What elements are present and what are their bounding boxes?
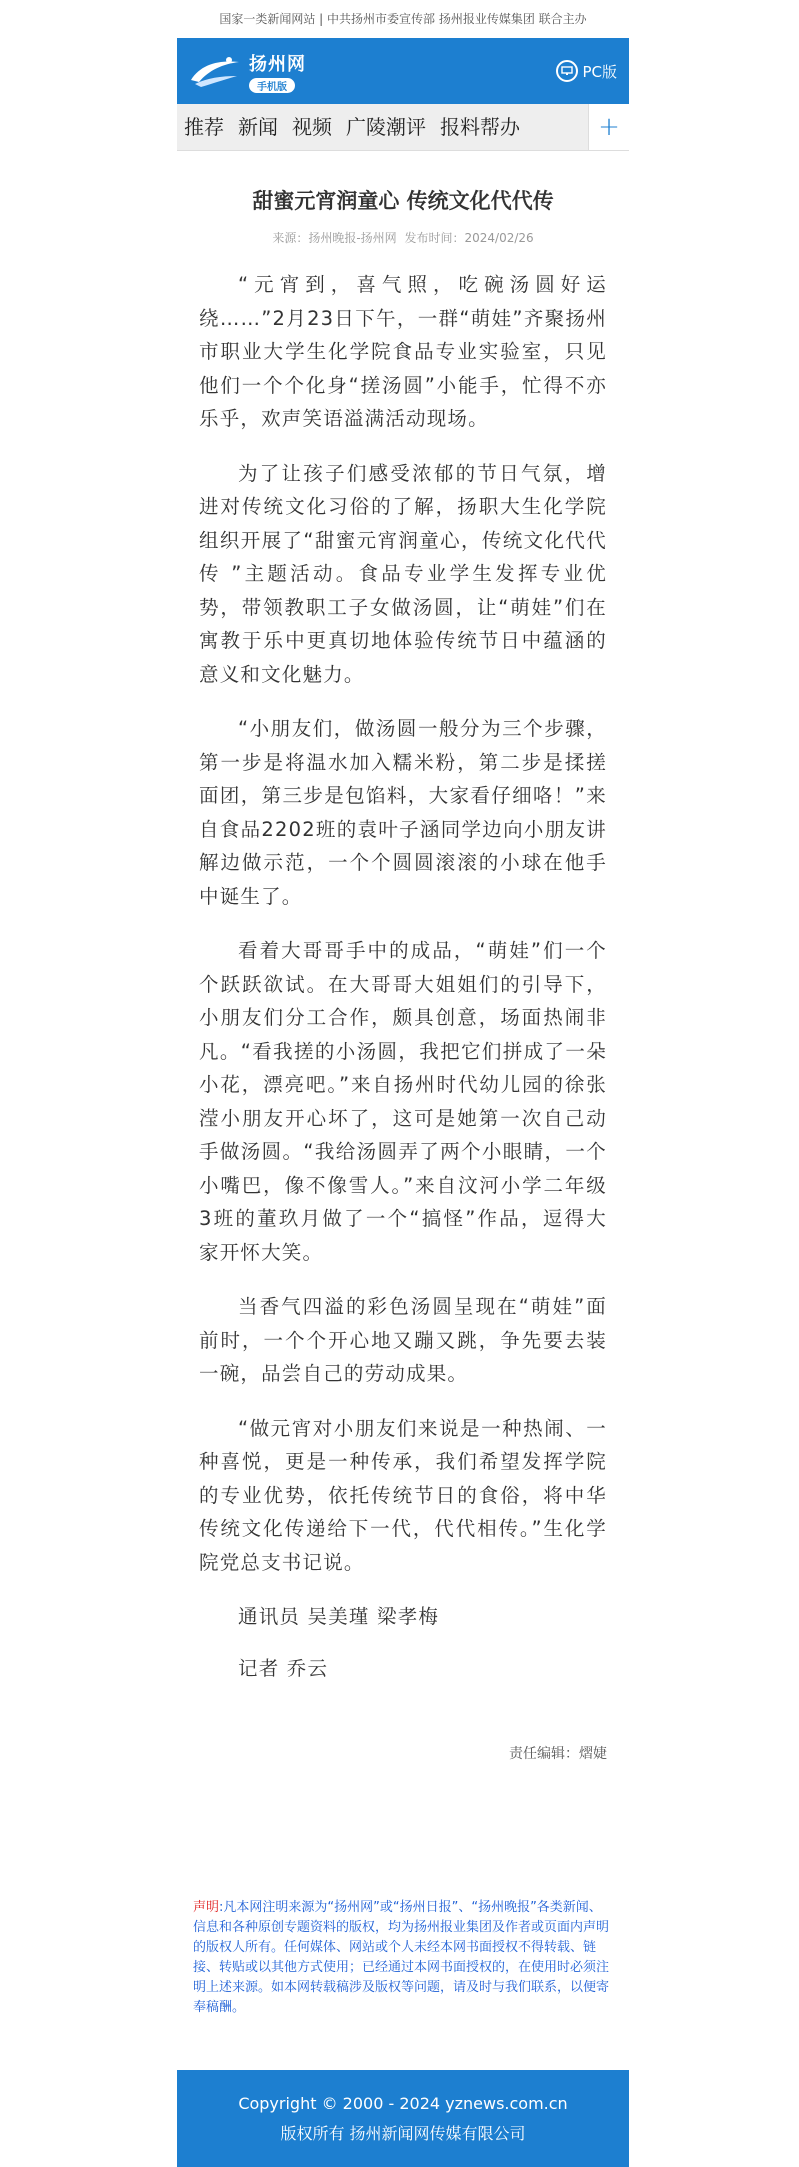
article-source: 来源：扬州晚报-扬州网: [272, 231, 397, 245]
monitor-icon: [556, 60, 578, 82]
paragraph: “做元宵对小朋友们来说是一种热闹、一种喜悦，更是一种传承，我们希望发挥学院的专业优势，依托传统节日的食俗，将中华传统文化传递给下一代，代代相传。”生化学院党总支书记说。: [199, 1416, 607, 1574]
article-meta: [177, 229, 629, 246]
mobile-page: [177, 0, 629, 2167]
site-header: [177, 38, 629, 104]
article-date: 发布时间：2024/02/26: [404, 231, 534, 245]
pc-version-link[interactable]: [556, 60, 617, 82]
disclaimer-text: :凡本网注明来源为“扬州网”或“扬州日报”、“扬州晚报”各类新闻、信息和各种原创专题资料的版权，均为扬州报业集团及作者或页面内声明的版权人所有。任何媒体、网站或个人未经本网书面授权不得转载、链接、转贴或以其他方式使用；已经通过本网书面授权的，在使用时必须注明上述来源。如本网转载稿涉及版权等问题，请及时与我们联系，以便寄奉稿酬。: [193, 1900, 610, 2015]
add-channel-button[interactable]: +: [588, 104, 629, 150]
correspondent-credit: 通讯员 吴美瑾 梁孝梅: [238, 1605, 440, 1628]
nav-item-commentary[interactable]: 广陵潮评: [346, 115, 426, 139]
logo-text: [249, 50, 306, 93]
paragraph: 看着大哥哥手中的成品，“萌娃”们一个个跃跃欲试。在大哥哥大姐姐们的引导下，小朋友们分工合作，颇具创意，场面热闹非凡。“看我搓的小汤圆，我把它们拼成了一朵小花，漂亮吧。”来自扬州时代幼儿园的徐张滢小朋友开心坏了，这可是她第一次自己动手做汤圆。“我给汤圆弄了两个小眼睛，一个小嘴巴，像不像雪人。”来自汶河小学二年级3班的董玖月做了一个“搞怪”作品，逗得大家开怀大笑。: [199, 939, 607, 1264]
logo-swoosh-icon: [189, 54, 241, 88]
sponsor-strip: 国家一类新闻网站 | 中共扬州市委宣传部 扬州报业传媒集团 联合主办: [219, 12, 587, 26]
copyright-disclaimer: [193, 1898, 613, 2018]
nav-item-news[interactable]: 新闻: [238, 115, 278, 139]
site-footer: [177, 2070, 629, 2167]
nav-item-recommend[interactable]: 推荐: [184, 115, 224, 139]
footer-copyright: Copyright © 2000 - 2024 yznews.com.cn: [238, 2093, 568, 2113]
article-body: [177, 246, 629, 1685]
logo-title: 扬州网: [249, 53, 306, 75]
pc-version-label: PC版: [582, 62, 617, 81]
paragraph: “元宵到，喜气照，吃碗汤圆好运绕……”2月23日下午，一群“萌娃”齐聚扬州市职业大学生化学院食品专业实验室，只见他们一个个化身“搓汤圆”小能手，忙得不亦乐乎，欢声笑语溢满活动现场。: [199, 273, 607, 430]
site-logo[interactable]: [189, 50, 306, 93]
reporter-credit: 记者 乔云: [238, 1656, 329, 1680]
responsible-editor: 责任编辑：熠婕: [509, 1746, 607, 1762]
footer-rights: 版权所有 扬州新闻网传媒有限公司: [280, 2123, 526, 2143]
logo-subtitle: 手机版: [249, 78, 295, 93]
disclaimer-label: 声明: [193, 1900, 220, 1915]
nav-item-video[interactable]: 视频: [292, 115, 332, 139]
nav-item-tipoff[interactable]: 报料帮办: [440, 115, 520, 139]
paragraph: “小朋友们，做汤圆一般分为三个步骤，第一步是将温水加入糯米粉，第二步是揉搓面团，第三步是包馅料，大家看仔细咯！”来自食品2202班的袁叶子涵同学边向小朋友讲解边做示范，一个个圆圆滚滚的小球在他手中诞生了。: [199, 717, 607, 908]
paragraph: 当香气四溢的彩色汤圆呈现在“萌娃”面前时，一个个开心地又蹦又跳，争先要去装一碗，品尝自己的劳动成果。: [199, 1295, 607, 1385]
paragraph: 为了让孩子们感受浓郁的节日气氛，增进对传统文化习俗的了解，扬职大生化学院组织开展了“甜蜜元宵润童心，传统文化代代传 ”主题活动。食品专业学生发挥专业优势，带领教职工子女做汤圆，让“萌娃”们在寓教于乐中更真切地体验传统节日中蕴涵的意义和文化魅力。: [199, 461, 607, 686]
article-title: 甜蜜元宵润童心 传统文化代代传: [252, 189, 554, 213]
channel-nav: [177, 104, 629, 151]
